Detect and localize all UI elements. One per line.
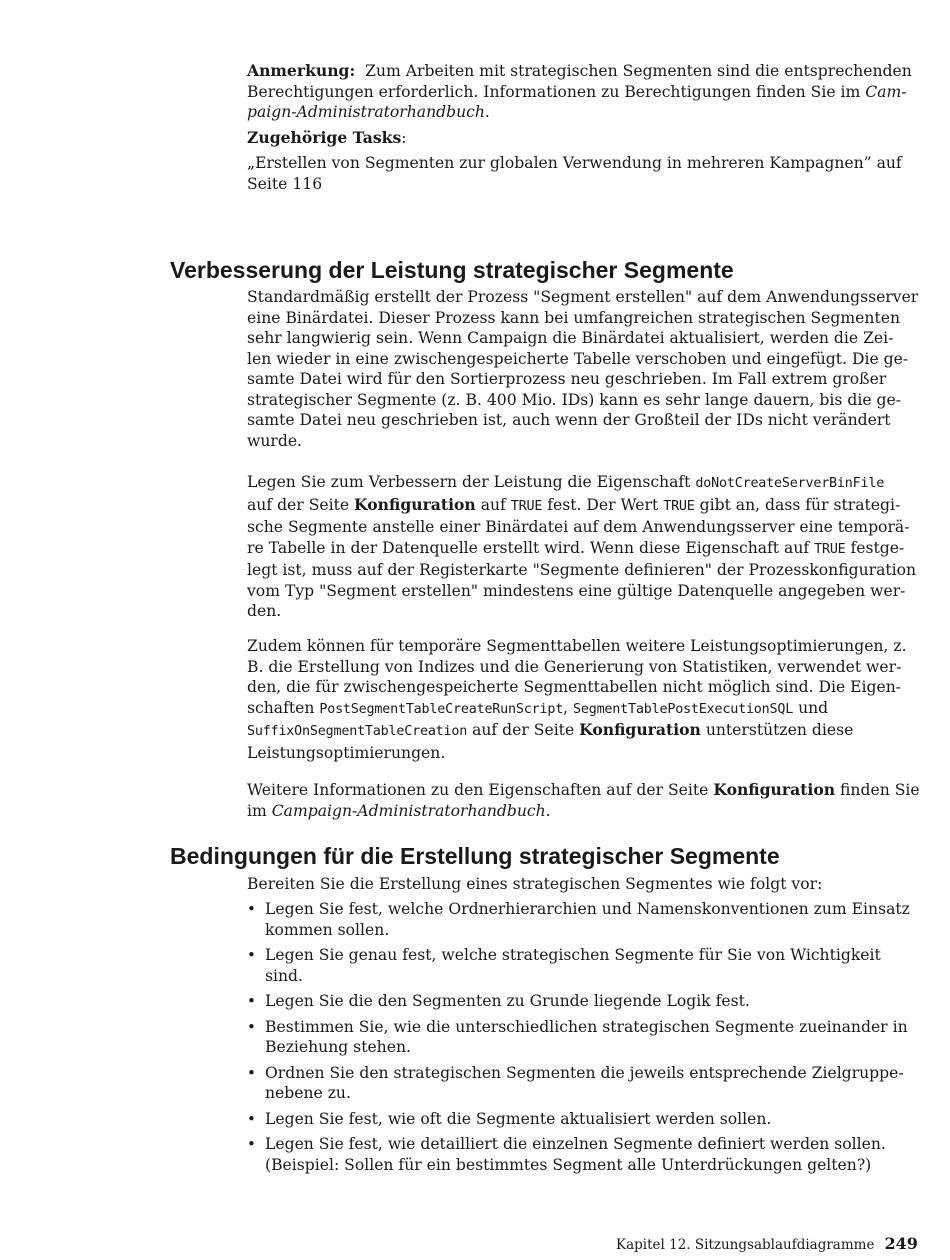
note-label: Anmerkung: <box>247 61 356 80</box>
page-footer <box>616 1234 918 1253</box>
list-item: • Bestimmen Sie, wie die unterschiedlichen strategischen Segmente zueinander in Beziehung stehen. <box>247 1017 897 1058</box>
paragraph-3: Zudem können für temporäre Segmenttabellen weitere Leistungsoptimierungen, z. B. die Erstellung von Indizes und die Generierung von Statistiken, verwendet wer- den, die für zwischengespeicherte Segmenttabellen nicht möglich sind. Die Eigen- schaften PostSegmentTableCreateRunScript, SegmentTablePostExecutionSQL und SuffixOnSegmentTableCreation auf der Seite Konfiguration unterstützen diese Leistungsoptimierungen. <box>247 637 907 762</box>
note-block <box>247 61 912 123</box>
section-heading-performance: Verbesserung der Leistung strategischer Segmente <box>170 257 734 283</box>
paragraph-1: Standardmäßig erstellt der Prozess "Segment erstellen" auf dem Anwendungsserver eine Binärdatei. Dieser Prozess kann bei umfangreichen strategischen Segmenten sehr langwierig sein. Wenn Campaign die Binärdatei aktualisiert, werden die Zei- len wieder in eine zwischengespeicherte Tabelle verschoben und eingefügt. Die ge- samte Datei wird für den Sortierprozess neu geschrieben. Im Fall extrem großer strategischer Segmente (z. B. 400 Mio. IDs) kann es sehr lange dauern, bis die ge- samte Datei neu geschrieben ist, auch wenn der Großteil der IDs nicht verändert wurde. <box>247 288 919 450</box>
manual-reference-2: Campaign-Administratorhandbuch <box>271 801 546 820</box>
list-item: • Legen Sie fest, wie oft die Segmente aktualisiert werden sollen. <box>247 1109 897 1130</box>
property-name: doNotCreateServerBinFile <box>695 476 885 491</box>
manual-reference: paign-Administratorhandbuch <box>247 103 485 121</box>
note-line-3: paign-Administratorhandbuch. <box>247 103 490 121</box>
note-line-1: Anmerkung: Zum Arbeiten mit strategischen Segmenten sind die entsprechenden <box>247 61 912 80</box>
note-line-2: Berechtigungen erforderlich. Informationen zu Berechtigungen finden Sie im Cam- <box>247 82 907 101</box>
bullet-list <box>247 899 910 1175</box>
ui-term-konfiguration: Konfiguration <box>354 494 476 514</box>
list-item: • Legen Sie genau fest, welche strategischen Segmente für Sie von Wichtigkeit sind. <box>247 945 897 986</box>
paragraph-4: Weitere Informationen zu den Eigenschaften auf der Seite Konfiguration finden Sie im Campaign-Administratorhandbuch. <box>247 780 920 820</box>
prerequisite-list <box>247 899 910 1180</box>
chapter-title: Kapitel 12. Sitzungsablaufdiagramme <box>616 1237 875 1253</box>
related-tasks <box>247 128 897 149</box>
list-item: • Legen Sie fest, wie detailliert die einzelnen Segmente definiert werden sollen. (Beispiel: Sollen für ein bestimmtes Segment alle Unterdrückungen gelten?) <box>247 1134 897 1175</box>
section-heading-prerequisites: Bedingungen für die Erstellung strategischer Segmente <box>170 843 780 869</box>
page-number: 249 <box>884 1234 918 1253</box>
list-item: • Ordnen Sie den strategischen Segmenten die jeweils entsprechende Zielgruppe- nebene zu. <box>247 1063 897 1104</box>
paragraph-2: Legen Sie zum Verbessern der Leistung die Eigenschaft doNotCreateServerBinFile auf der Seite Konfiguration auf TRUE fest. Der Wert TRUE gibt an, dass für strategi- sche Segmente anstelle einer Binärdatei auf dem Anwendungsserver eine temporä- re Tabelle in der Datenquelle erstellt wird. Wenn diese Eigenschaft auf TRUE festge- legt ist, muss auf der Registerkarte "Segmente definieren" der Prozesskonfiguration vom Typ "Segment erstellen" mindestens eine gültige Datenquelle angegeben wer- den. <box>247 473 917 620</box>
related-tasks-label: Zugehörige Tasks: <box>247 128 407 147</box>
related-task-link[interactable]: „Erstellen von Segmenten zur globalen Verwendung in mehreren Kampagnen” auf Seite 116 <box>247 154 902 193</box>
list-item: • Legen Sie fest, welche Ordnerhierarchien und Namenskonventionen zum Einsatz kommen sollen. <box>247 899 897 940</box>
section2-intro: Bereiten Sie die Erstellung eines strategischen Segmentes wie folgt vor: <box>247 875 823 893</box>
list-item: • Legen Sie die den Segmenten zu Grunde liegende Logik fest. <box>247 991 897 1012</box>
